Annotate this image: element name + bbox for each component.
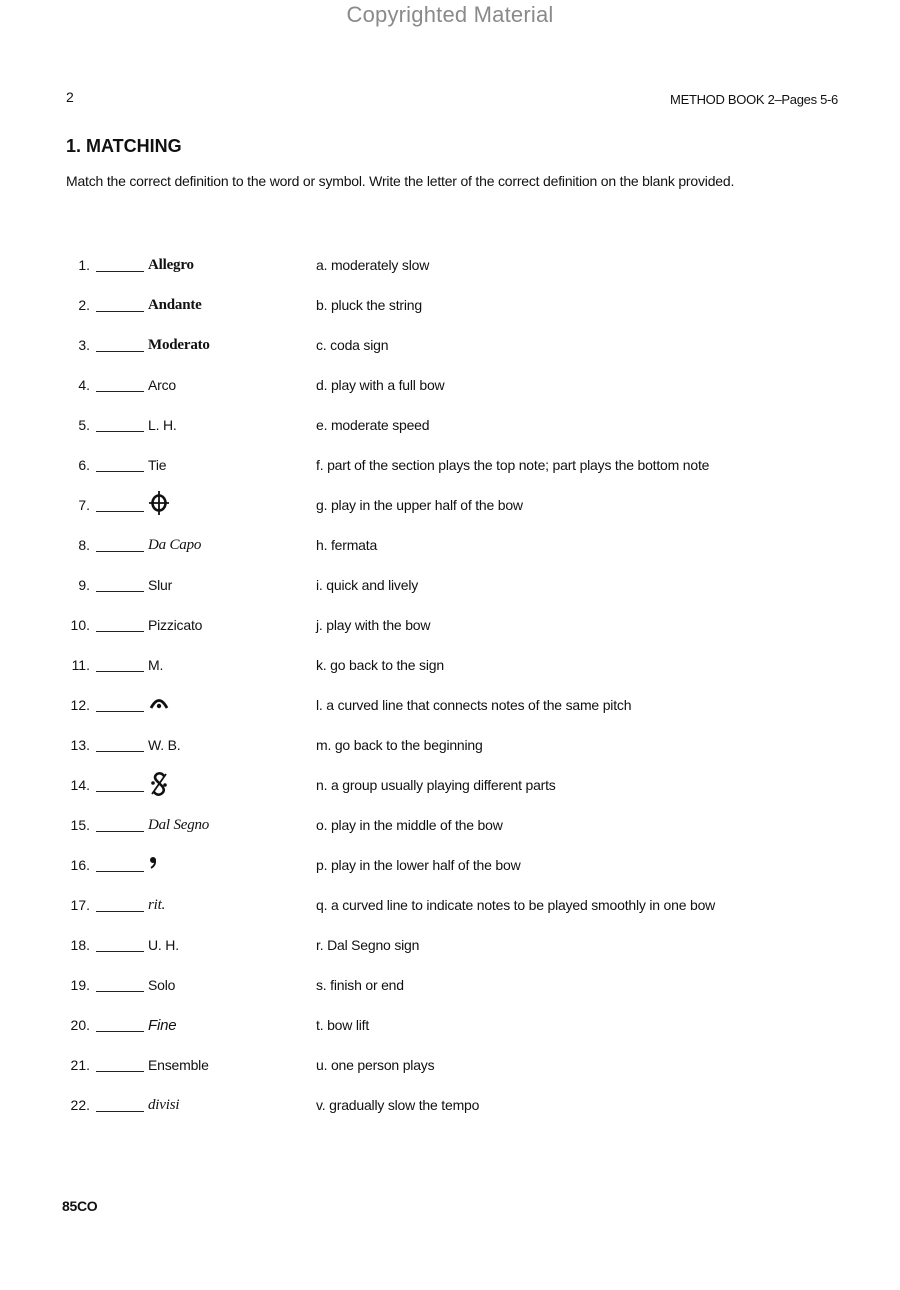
item-definition: h. fermata xyxy=(316,537,378,553)
item-definition: s. finish or end xyxy=(316,977,404,993)
item-number: 1. xyxy=(78,257,90,273)
item-definition: o. play in the middle of the bow xyxy=(316,817,503,833)
item-term: Fine xyxy=(148,1017,177,1034)
item-number: 9. xyxy=(78,577,90,593)
answer-blank[interactable] xyxy=(96,991,144,992)
answer-blank[interactable] xyxy=(96,311,144,312)
item-number: 15. xyxy=(70,817,90,833)
item-term: Dal Segno xyxy=(148,817,210,833)
fermata-icon xyxy=(148,690,170,716)
matching-list xyxy=(0,246,900,1126)
item-definition: q. a curved line to indicate notes to be played smoothly in one bow xyxy=(316,897,716,913)
matching-item xyxy=(0,406,900,446)
item-number: 8. xyxy=(78,537,90,553)
matching-item xyxy=(0,926,900,966)
item-definition: t. bow lift xyxy=(316,1017,370,1033)
matching-item xyxy=(0,286,900,326)
matching-item xyxy=(0,446,900,486)
item-definition: r. Dal Segno sign xyxy=(316,937,420,953)
item-term: Solo xyxy=(148,977,176,993)
matching-item xyxy=(0,526,900,566)
item-number: 17. xyxy=(70,897,90,913)
item-term: Da Capo xyxy=(148,537,202,553)
matching-item xyxy=(0,846,900,886)
item-definition: u. one person plays xyxy=(316,1057,435,1073)
running-head: METHOD BOOK 2–Pages 5-6 xyxy=(670,92,838,107)
item-definition: j. play with the bow xyxy=(316,617,431,633)
item-term: U. H. xyxy=(148,937,179,953)
item-number: 18. xyxy=(70,937,90,953)
matching-item xyxy=(0,886,900,926)
item-term: rit. xyxy=(148,897,166,913)
answer-blank[interactable] xyxy=(96,511,144,512)
item-definition: n. a group usually playing different parts xyxy=(316,777,556,793)
item-definition: p. play in the lower half of the bow xyxy=(316,857,521,873)
item-definition: b. pluck the string xyxy=(316,297,422,313)
matching-item xyxy=(0,566,900,606)
matching-item xyxy=(0,806,900,846)
answer-blank[interactable] xyxy=(96,1031,144,1032)
item-number: 3. xyxy=(78,337,90,353)
answer-blank[interactable] xyxy=(96,391,144,392)
answer-blank[interactable] xyxy=(96,431,144,432)
answer-blank[interactable] xyxy=(96,471,144,472)
matching-item xyxy=(0,1006,900,1046)
item-term: Allegro xyxy=(148,257,194,273)
answer-blank[interactable] xyxy=(96,591,144,592)
item-number: 4. xyxy=(78,377,90,393)
item-definition: i. quick and lively xyxy=(316,577,419,593)
item-term: Pizzicato xyxy=(148,617,203,633)
answer-blank[interactable] xyxy=(96,751,144,752)
matching-item xyxy=(0,246,900,286)
item-definition: g. play in the upper half of the bow xyxy=(316,497,523,513)
item-definition: d. play with a full bow xyxy=(316,377,445,393)
matching-item xyxy=(0,326,900,366)
footer-code: 85CO xyxy=(62,1198,98,1214)
item-term: Ensemble xyxy=(148,1057,209,1073)
item-definition: l. a curved line that connects notes of the same pitch xyxy=(316,697,632,713)
copyright-watermark: Copyrighted Material xyxy=(346,2,554,27)
page-number: 2 xyxy=(66,89,74,105)
answer-blank[interactable] xyxy=(96,711,144,712)
matching-item xyxy=(0,686,900,726)
coda-sign-icon xyxy=(148,490,170,516)
item-number: 2. xyxy=(78,297,90,313)
answer-blank[interactable] xyxy=(96,911,144,912)
item-number: 20. xyxy=(70,1017,90,1033)
answer-blank[interactable] xyxy=(96,831,144,832)
answer-blank[interactable] xyxy=(96,791,144,792)
item-number: 13. xyxy=(70,737,90,753)
answer-blank[interactable] xyxy=(96,351,144,352)
matching-item xyxy=(0,966,900,1006)
item-number: 12. xyxy=(70,697,90,713)
item-definition: a. moderately slow xyxy=(316,257,430,273)
matching-item xyxy=(0,1046,900,1086)
item-number: 22. xyxy=(70,1097,90,1113)
item-term: Moderato xyxy=(148,337,210,353)
item-term: Andante xyxy=(148,297,202,313)
matching-item xyxy=(0,1086,900,1126)
section-title: 1. MATCHING xyxy=(66,136,182,156)
item-number: 11. xyxy=(71,657,90,673)
item-definition: k. go back to the sign xyxy=(316,657,444,673)
answer-blank[interactable] xyxy=(96,551,144,552)
matching-item xyxy=(0,726,900,766)
item-number: 6. xyxy=(78,457,90,473)
matching-item xyxy=(0,646,900,686)
item-term: M. xyxy=(148,657,164,673)
item-number: 19. xyxy=(70,977,90,993)
item-term: Slur xyxy=(148,577,173,593)
item-number: 14. xyxy=(70,777,90,793)
item-term: W. B. xyxy=(148,737,181,753)
item-term: L. H. xyxy=(148,417,177,433)
item-definition: m. go back to the beginning xyxy=(316,737,483,753)
item-number: 10. xyxy=(70,617,90,633)
item-term: divisi xyxy=(148,1097,180,1113)
answer-blank[interactable] xyxy=(96,671,144,672)
answer-blank[interactable] xyxy=(96,871,144,872)
answer-blank[interactable] xyxy=(96,271,144,272)
instructions: Match the correct definition to the word or symbol. Write the letter of the correct definition on the blank provided. xyxy=(66,173,735,189)
item-definition: f. part of the section plays the top note; part plays the bottom note xyxy=(316,457,710,473)
matching-item xyxy=(0,366,900,406)
item-definition: c. coda sign xyxy=(316,337,389,353)
matching-item xyxy=(0,486,900,526)
answer-blank[interactable] xyxy=(96,631,144,632)
item-term: Tie xyxy=(148,457,167,473)
answer-blank[interactable] xyxy=(96,1071,144,1072)
segno-sign-icon xyxy=(148,770,170,798)
item-number: 7. xyxy=(78,497,90,513)
answer-blank[interactable] xyxy=(96,1111,144,1112)
item-number: 16. xyxy=(70,857,90,873)
matching-item xyxy=(0,766,900,806)
item-term: Arco xyxy=(148,377,176,393)
matching-item xyxy=(0,606,900,646)
item-number: 21. xyxy=(70,1057,90,1073)
item-definition: v. gradually slow the tempo xyxy=(316,1097,480,1113)
answer-blank[interactable] xyxy=(96,951,144,952)
item-definition: e. moderate speed xyxy=(316,417,430,433)
item-number: 5. xyxy=(78,417,90,433)
breath-mark-icon xyxy=(148,850,170,876)
